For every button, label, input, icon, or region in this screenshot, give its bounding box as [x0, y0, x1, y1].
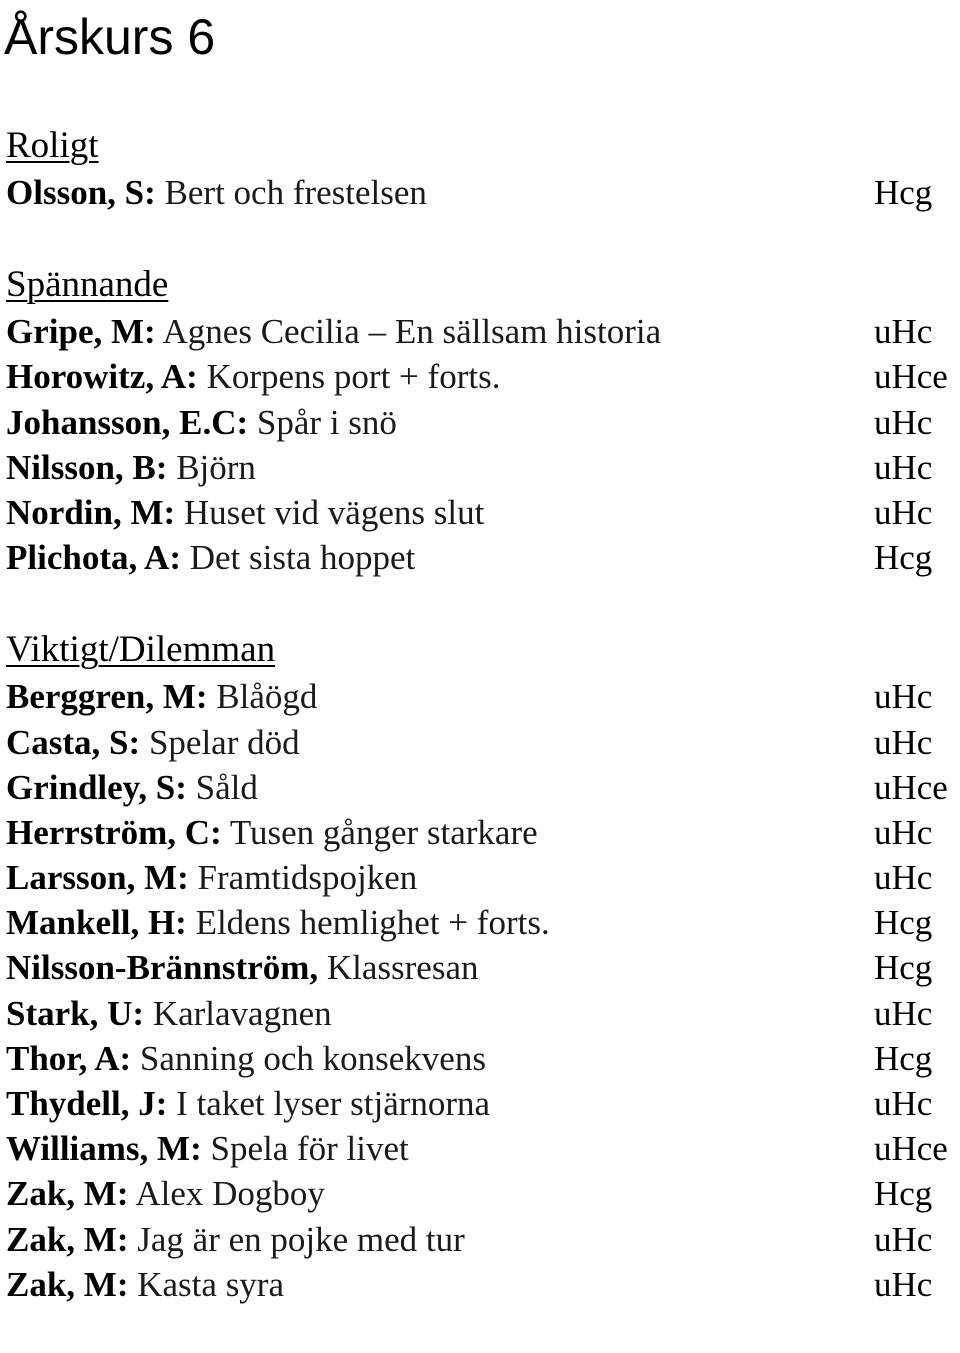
book-title: Karlavagnen — [152, 993, 332, 1033]
book-entry — [6, 309, 661, 354]
book-author: Grindley, S: — [6, 767, 187, 807]
book-author: Nilsson, B: — [6, 447, 168, 487]
book-title: Björn — [176, 447, 256, 487]
book-title: Det sista hoppet — [189, 538, 416, 578]
book-entry — [6, 400, 397, 445]
book-title: Såld — [195, 767, 258, 807]
book-code: uHc — [874, 492, 933, 532]
book-entry — [6, 170, 427, 215]
book-entry — [6, 490, 484, 535]
book-code: Hcg — [874, 1038, 933, 1078]
book-author: Zak, M: — [6, 1264, 129, 1304]
book-row — [6, 810, 960, 855]
book-code: uHce — [874, 767, 948, 807]
book-code: uHc — [874, 402, 933, 442]
book-code: uHc — [874, 812, 933, 852]
book-author: Thor, A: — [6, 1038, 132, 1078]
book-row — [6, 309, 960, 354]
book-title: Jag är en pojke med tur — [137, 1219, 465, 1259]
book-entry — [6, 1081, 490, 1126]
book-row — [6, 354, 960, 399]
book-code: uHc — [874, 1084, 933, 1123]
book-author: Mankell, H: — [6, 903, 187, 943]
book-title: Spår i snö — [256, 402, 397, 442]
section-heading: Spännande — [6, 264, 169, 306]
book-title: Korpens port + forts. — [206, 357, 501, 397]
book-title: Bert och frestelsen — [164, 173, 427, 212]
book-row — [6, 490, 960, 535]
book-entry — [6, 1036, 486, 1081]
book-author: Johansson, E.C: — [6, 402, 249, 442]
book-author: Olsson, S: — [6, 173, 156, 212]
book-title: Spelar död — [148, 722, 300, 762]
book-author: Casta, S: — [6, 722, 141, 762]
book-author: Nordin, M: — [6, 492, 176, 532]
book-row — [6, 400, 960, 445]
book-code: uHc — [874, 858, 933, 898]
book-entry — [6, 1262, 284, 1307]
book-code: Hcg — [874, 1174, 933, 1214]
book-entry — [6, 945, 479, 990]
book-title: Blåögd — [216, 677, 318, 717]
book-author: Plichota, A: — [6, 538, 181, 578]
book-section — [6, 122, 960, 215]
book-title: Framtidspojken — [197, 858, 418, 898]
book-entry — [6, 354, 500, 399]
book-author: Thydell, J: — [6, 1084, 168, 1123]
book-row — [6, 674, 960, 719]
book-entry — [6, 765, 258, 810]
book-code: uHc — [874, 1219, 933, 1259]
book-list — [6, 122, 960, 1353]
book-entry — [6, 445, 256, 490]
book-row — [6, 720, 960, 765]
book-row — [6, 170, 960, 215]
book-title: Klassresan — [326, 948, 479, 988]
book-author: Herrström, C: — [6, 812, 222, 852]
book-row — [6, 855, 960, 900]
book-title: Alex Dogboy — [135, 1174, 325, 1214]
book-author: Horowitz, A: — [6, 357, 198, 397]
book-author: Larsson, M: — [6, 858, 189, 898]
book-entry — [6, 855, 417, 900]
book-row — [6, 765, 960, 810]
book-row — [6, 1126, 960, 1171]
book-code: uHce — [874, 1129, 948, 1169]
book-entry — [6, 991, 332, 1036]
book-entry — [6, 1171, 325, 1216]
book-row — [6, 535, 960, 580]
book-title: I taket lyser stjärnorna — [176, 1084, 491, 1123]
book-entry — [6, 674, 317, 719]
book-row — [6, 900, 960, 945]
book-author: Zak, M: — [6, 1219, 129, 1259]
book-title: Eldens hemlighet + forts. — [195, 903, 550, 943]
book-code: uHc — [874, 447, 933, 487]
book-author: Zak, M: — [6, 1174, 129, 1214]
book-row — [6, 945, 960, 990]
book-author: Stark, U: — [6, 993, 145, 1033]
book-title: Sanning och konsekvens — [139, 1038, 486, 1078]
book-code: uHc — [874, 312, 933, 352]
book-row — [6, 1217, 960, 1262]
book-code: uHc — [874, 993, 933, 1033]
book-author: Williams, M: — [6, 1129, 202, 1169]
book-title: Spela för livet — [210, 1129, 409, 1169]
book-author: Nilsson-Brännström, — [6, 948, 319, 988]
book-title: Kasta syra — [137, 1264, 285, 1304]
book-row — [6, 991, 960, 1036]
book-title: Agnes Cecilia – En sällsam historia — [162, 312, 662, 352]
book-row — [6, 1036, 960, 1081]
book-row — [6, 1262, 960, 1307]
book-code: uHce — [874, 357, 948, 397]
book-entry — [6, 900, 550, 945]
book-author: Gripe, M: — [6, 312, 156, 352]
book-row — [6, 1171, 960, 1216]
book-entry — [6, 720, 300, 765]
book-entry — [6, 1217, 465, 1262]
book-code: uHc — [874, 722, 933, 762]
section-heading: Roligt — [6, 125, 99, 166]
book-row — [6, 445, 960, 490]
book-code: Hcg — [874, 538, 933, 578]
book-title: Tusen gånger starkare — [229, 812, 538, 852]
book-code: uHc — [874, 1264, 933, 1304]
book-row — [6, 1081, 960, 1126]
book-code: uHc — [874, 677, 933, 717]
book-code: Hcg — [874, 948, 933, 988]
book-code: Hcg — [874, 173, 933, 212]
book-section — [6, 626, 960, 1307]
book-code: Hcg — [874, 903, 933, 943]
book-author: Berggren, M: — [6, 677, 208, 717]
book-entry — [6, 535, 415, 580]
page-title: Årskurs 6 — [4, 9, 216, 65]
book-title: Huset vid vägens slut — [183, 492, 485, 532]
book-section — [6, 261, 960, 580]
book-entry — [6, 810, 538, 855]
book-entry — [6, 1126, 409, 1171]
section-heading: Viktigt/Dilemman — [6, 629, 276, 671]
